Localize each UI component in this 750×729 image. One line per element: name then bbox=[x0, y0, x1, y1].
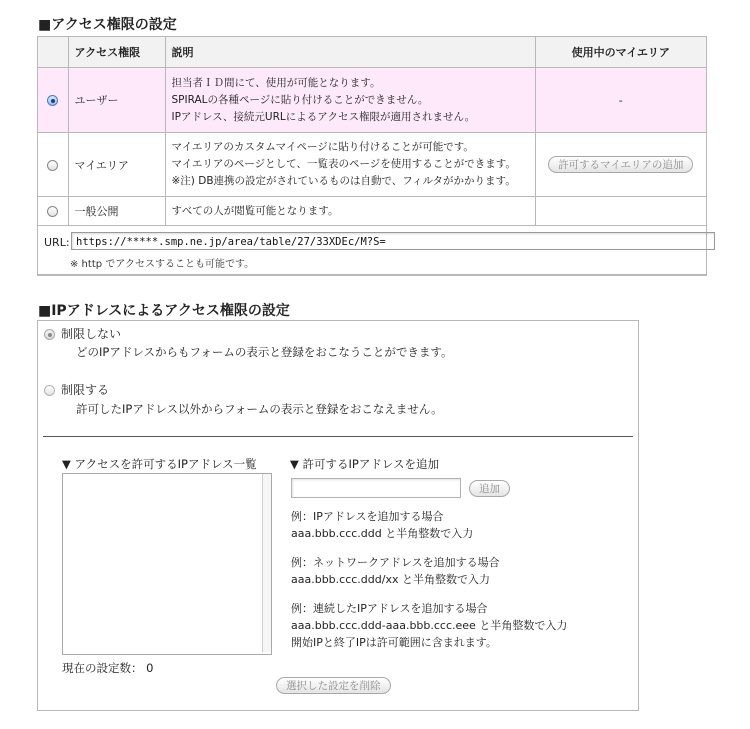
example-title: 例：ネットワークアドレスを追加する場合 bbox=[291, 556, 500, 569]
desc-user bbox=[165, 68, 535, 133]
example-ip bbox=[291, 508, 473, 542]
desc-line: マイエリアのページとして、一覧表のページを使用することができます。 bbox=[171, 158, 516, 170]
add-ip-heading: ▼ 許可するIPアドレスを追加 bbox=[290, 457, 439, 471]
desc-line: 担当者ＩＤ間にて、使用が可能となります。 bbox=[171, 76, 381, 89]
url-field[interactable]: https://*****.smp.ne.jp/area/table/27/33XDEc/M?S= bbox=[71, 232, 715, 250]
table-row-user bbox=[38, 68, 706, 133]
add-myarea-button[interactable]: 許可するマイエリアの追加 bbox=[548, 156, 693, 173]
desc-line: マイエリアのカスタムマイページに貼り付けることが可能です。 bbox=[171, 141, 474, 153]
desc-line: SPIRALの各種ページに貼り付けることができません。 bbox=[171, 93, 429, 106]
radio-public[interactable] bbox=[47, 206, 58, 217]
ip-section-title: ■IPアドレスによるアクセス権限の設定 bbox=[38, 303, 290, 319]
radio-myarea[interactable] bbox=[47, 160, 58, 171]
url-row bbox=[38, 226, 706, 274]
desc-public bbox=[165, 197, 535, 226]
table-header-row bbox=[38, 37, 706, 68]
ip-settings-panel bbox=[37, 320, 639, 711]
header-radio bbox=[38, 37, 68, 68]
desc-line: IPアドレス、接続元URLによるアクセス権限が適用されません。 bbox=[171, 110, 476, 123]
url-label: URL: bbox=[44, 236, 70, 249]
count-label: 現在の設定数： bbox=[62, 661, 143, 675]
access-section-title: ■アクセス権限の設定 bbox=[38, 17, 177, 33]
add-ip-button[interactable]: 追加 bbox=[469, 480, 510, 497]
allowed-ip-list-heading: ▼ アクセスを許可するIPアドレス一覧 bbox=[62, 457, 257, 471]
header-myarea: 使用中のマイエリア bbox=[535, 37, 706, 68]
perm-label-user: ユーザー bbox=[68, 68, 165, 133]
radio-restrict[interactable] bbox=[44, 385, 55, 396]
perm-label-myarea: マイエリア bbox=[68, 133, 165, 197]
example-line: 開始IPと終了IPは許可範囲に含まれます。 bbox=[291, 636, 497, 649]
example-title: 例：IPアドレスを追加する場合 bbox=[291, 510, 444, 523]
radio-no-restriction[interactable] bbox=[44, 329, 55, 340]
access-permission-table bbox=[37, 36, 707, 276]
delete-selected-button[interactable]: 選択した設定を削除 bbox=[276, 677, 391, 694]
no-restriction-desc: どのIPアドレスからもフォームの表示と登録をおこなうことができます。 bbox=[76, 345, 453, 359]
setting-count bbox=[62, 660, 153, 676]
example-line: aaa.bbb.ccc.ddd/xx と半角整数で入力 bbox=[291, 573, 490, 586]
table-row-myarea bbox=[38, 133, 706, 197]
option-label: 制限しない bbox=[61, 327, 122, 341]
example-line: aaa.bbb.ccc.ddd-aaa.bbb.ccc.eee と半角整数で入力 bbox=[291, 619, 568, 632]
example-network bbox=[291, 554, 500, 588]
desc-line: ※注) DB連携の設定がされているものは自動で、フィルタがかかります。 bbox=[171, 175, 516, 187]
radio-user[interactable] bbox=[47, 95, 58, 106]
example-title: 例：連続したIPアドレスを追加する場合 bbox=[291, 602, 488, 615]
table-row-public bbox=[38, 197, 706, 226]
myarea-user: - bbox=[535, 68, 706, 133]
example-line: aaa.bbb.ccc.ddd と半角整数で入力 bbox=[291, 527, 474, 540]
example-range bbox=[291, 600, 567, 651]
add-ip-input[interactable] bbox=[291, 478, 461, 498]
desc-line: すべての人が閲覧可能となります。 bbox=[171, 204, 339, 217]
url-note: ※ http でアクセスすることも可能です。 bbox=[70, 259, 255, 270]
allowed-ip-listbox[interactable] bbox=[62, 473, 272, 655]
perm-label-public: 一般公開 bbox=[68, 197, 165, 226]
option-no-restriction[interactable] bbox=[44, 325, 121, 342]
header-desc: 説明 bbox=[165, 37, 535, 68]
restrict-desc: 許可したIPアドレス以外からフォームの表示と登録をおこなえません。 bbox=[76, 402, 443, 416]
count-value: 0 bbox=[146, 661, 154, 675]
listbox-scrollbar[interactable] bbox=[262, 474, 271, 652]
header-perm: アクセス権限 bbox=[68, 37, 165, 68]
divider bbox=[43, 436, 633, 437]
desc-myarea bbox=[165, 133, 535, 197]
option-label: 制限する bbox=[61, 383, 110, 397]
option-restrict[interactable] bbox=[44, 381, 109, 398]
